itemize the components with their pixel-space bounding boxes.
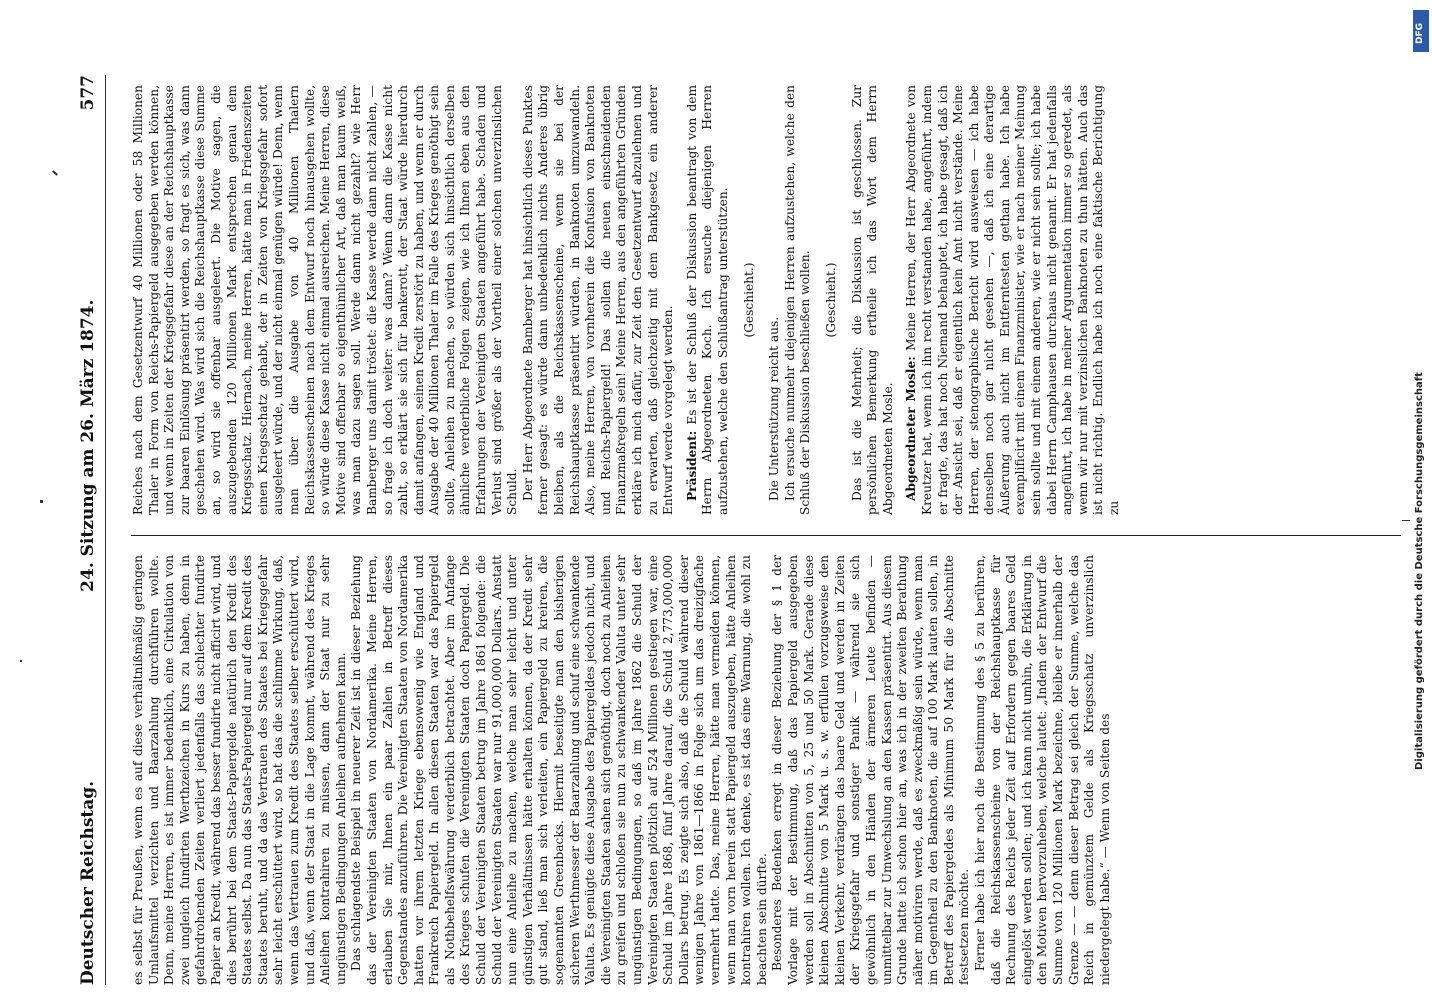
speech-text: Meine Herren, der Herr Abgeordnete von Kreutzer hat, wenn ich ihn recht verstanden habe, angeführt, indem er fragte, das hat noch Niemand behauptet, ich habe gesagt, daß ich der Ansicht sei, daß er eigentlich kein Amt nicht verstände. Meine Herren, der stenographische Bericht wird ausweisen — ich habe denselben noch gar nicht gesehen —, daß ich eine derartige Äußerung auch nicht im Entferntesten gethan habe. Ich habe exemplificirt mit einem Finanzminister, wie er nach meiner Meinung sein sollte und mit einem anderen, wie er nicht sein sollte; ich habe dabei Herrn Camphausen durchaus nicht genannt. Er hat jedenfalls angeführt, ich habe in meiner Argumentation immer so geredet, als wenn wir nur mit verzinslichen Banknoten zu thun hätten. Auch das ist nicht richtig. Endlich habe ich noch eine faktische Berichtigung zu	[904, 85, 1122, 515]
speaker-name: Präsident:	[684, 430, 699, 501]
president-statement	[685, 85, 732, 515]
scan-speck	[52, 170, 58, 175]
paragraph: Das schlagendste Beispiel in neuerer Zeit ist in dieser Beziehung das der Vereinigten Staaten von Nordamerika. Meine Herren, erlauben Sie mir, Ihnen ein paar Zahlen in Betreff dieses Gegenstandes anzuführen. Die Vereinigten Staaten von Nordamerika hatten vor ihrem letzten Kriege ebensowenig wie England und Frankreich Papiergeld. In allen diesen Staaten war das Papiergeld als Nothbehelfswährung verderblich betrachtet. Aber im Anfange des Krieges schufen die Vereinigten Staaten doch Papiergeld. Die Schuld der Vereinigten Staaten betrug im Jahre 1861 folgende: die Schuld der Vereinigten Staaten war nur 91,000,000 Dollars. Anstatt nun eine Anleihe zu machen, welche man sehr leicht und unter günstigen Verhältnissen hätte erhalten können, da der Kredit sehr gut stand, ließ man sich verleiten, ein Papiergeld zu kreiren, die sogenannten Greenbacks. Hiermit beseitigte man den bisherigen sicheren Werthmesser der Baarzahlung und schuf eine schwankende Valuta. Es genügte diese Ausgabe des Papiergeldes jedoch nicht, und die Vereinigten Staaten sahen sich genöthigt, doch noch zu Anleihen zu greifen und schloßen sie nun zu schwankender Valuta unter sehr ungünstigen Bedingungen, so daß im Jahre 1862 die Schuld der Vereinigten Staaten plötzlich auf 524 Millionen gestiegen war, eine Schuld im Jahre 1868, fünf Jahre darauf, die Schuld 2,773,000,000 Dollars betrug. Es zeigte sich also, daß die Schuld während dieser wenigen Jahre von 1861—1866 in Folge sich um das dreizigfache vermehrt hatte. Das, meine Herren, hätte man vermeiden können, wenn man vorn herein statt Papiergeld auszugeben, hätte Anleihen kontrahiren wollen. Ich denke, es ist das eine Warnung, die wohl zu beachten sein dürfte.	[349, 555, 769, 985]
scan-speck	[1402, 520, 1410, 521]
paragraph: Die Unterstützung reicht aus.	[767, 316, 782, 501]
speaker-name: Abgeordneter Mosle:	[904, 356, 919, 501]
speech-text: Es ist der Schluß der Diskussion beantragt von dem Herrn Abgeordneten Koch. Ich ersuche diejenigen Herren aufzustehen, welche den Schlußantrag unterstützen.	[684, 85, 730, 515]
left-column	[131, 555, 1401, 985]
digitization-note	[1414, 250, 1428, 770]
rotated-page-content	[75, 75, 1405, 985]
right-column	[131, 85, 1401, 515]
header-publication: Deutscher Reichstag.	[78, 780, 98, 985]
header-rule	[105, 75, 106, 985]
paragraph: Besonderes Bedenken erregt in dieser Beziehung der § 1 der Vorlage mit der Bestimmung, daß das Papiergeld ausgegeben werden soll in Abschnitten von 5, 25 und 50 Mark. Gerade diese kleinen Abschnitte von 5 Mark u. s. w. erfüllen vorzugsweise den kleinen Verkehr, verdrängen das baare Geld und werden in Zeiten der Kriegsgefahr und sonstiger Panik — während sie sich gewöhnlich in den Händen der ärmeren Leute befinden — unmittelbar zur Umwechslung an den Kassen präsentirt. Aus diesem Grunde hatte ich schon hier an, was ich in der zweiten Berathung näher motiviren werde, daß es zweckmäßig sein würde, wenn man im Gegentheil zu den Banknoten, die auf 100 Mark lauten sollen, in Betreff des Papiergeldes als Minimum 50 Mark für die Abschnitte festsetzen möchte.	[770, 555, 972, 985]
stage-direction: (Geschieht.)	[823, 262, 838, 338]
mosle-statement	[904, 85, 1122, 515]
header-session: 24. Sitzung am 26. März 1874.	[78, 299, 98, 592]
paragraph: Ich ersuche nunmehr diejenigen Herren aufzustehen, welche den Schluß der Diskussion beschließen wollen.	[782, 85, 813, 515]
paragraph: Reiches nach dem Gesetzentwurf 40 Millionen oder 58 Millionen Thaler in Form von Reichs-Papiergeld ausgegeben werden können, und wenn in Zeiten der Kriegsgefahr diese an der Reichshauptkasse zur baaren Einlösung präsentirt werden, so fragt es sich, was dann geschehen wird. Was wird sich die Reichshauptkasse diese Summe an, so wird sie offenbar ausgeleert. Die Motive sagen, die auszugebenden 120 Millionen Mark entsprechen genau dem Kriegsschatz. Hiernach, meine Herren, hätte man in Friedenszeiten einen Kriegsschatz gehabt, der in Zeiten von Kriegsgefahr sofort ausgeleert würde, und der nicht einmal genügen würde! Denn, wenn man über die Ausgabe von 40 Millionen Thalern Reichskassenscheinen nach dem Entwurf noch hinausgehen wollte, so würde diese Kasse nicht einmal ausreichen. Meine Herren, diese Motive sind offenbar so eigenthümlicher Art, daß man kaum weiß, was man dazu sagen soll. Werde dann nicht gezahlt? wie Herr Bamberger uns damit tröstet: die Kasse werde dann nicht zahlen, — so frage ich doch weiter: was dann? Wenn dann die Kasse nicht zahlt, so erklärt sie sich für bankerott, der Staat würde hierdurch damit anfangen, seinen Kredit zerstört zu haben, und wenn er durch Ausgabe der 40 Millionen Thaler im Falle des Krieges genöthigt sein sollte, Anleihen zu machen, so würden sich hinsichtlich derselben ähnliche verderbliche Folgen zeigen, wie ich Ihnen eben aus den Erfahrungen der Vereinigten Staaten angeführt habe. Schaden und Verlust sind größer als der Vortheil einer solchen unverzinslichen Schuld.	[131, 85, 520, 515]
dfg-logo-text: DFG	[1415, 22, 1425, 44]
paragraph: Das ist die Mehrheit; die Diskussion ist geschlossen. Zur persönlichen Bemerkung ertheile ich das Wort dem Herrn Abgeordneten Mosle.	[849, 85, 895, 515]
scan-speck	[20, 660, 22, 662]
page-number: 577	[78, 75, 98, 111]
paragraph: Der Herr Abgeordnete Bamberger hat hinsichtlich dieses Punktes ferner gesagt: es würde dann unbedenklich nichts Anderes übrig bleiben, als die Reichskassenscheine, wenn sie bei der Reichshauptkasse präsentirt würden, in Banknoten umzuwandeln. Also, meine Herren, von vornherein die Konfusion von Banknoten und Reichs-Papiergeld! Das sollen die neuen einschneidenden Finanzmaßregeln sein! Meine Herren, aus den angeführten Gründen erkläre ich mich dafür, zur Zeit den Gesetzentwurf abzulehnen und zu erwarten, daß gleichzeitig mit dem Bankgesetz ein anderer Entwurf werde vorgelegt werden.	[520, 85, 676, 515]
text-columns	[131, 75, 1401, 985]
stage-direction: (Geschieht.)	[741, 262, 756, 338]
digitization-note-text: Digitalisierung gefördert durch die Deutsche Forschungsgemeinschaft	[1414, 372, 1425, 770]
column-divider	[131, 535, 1401, 536]
scan-speck	[40, 500, 43, 503]
paragraph: Ferner habe ich hier noch die Bestimmung des § 5 zu berühren, daß die Reichskassenscheine von der Reichshauptkasse für Rechnung des Reichs jeder Zeit auf Erfordern gegen baares Geld eingelöst werden sollen; und ich kann nicht umhin, die Erklärung in den Motiven hervorzuheben, welche lautet: „Indem der Entwurf die Summe von 120 Millionen Mark bezeichne, bleibe er innerhalb der Grenze — — denn dieser Betrag sei gleich der Summe, welche das Reich in gemünztem Gelde als Kriegsschatz unverzinslich niedergelegt habe.“ — Wenn von Seiten des	[973, 555, 1112, 985]
page-header	[75, 75, 101, 985]
paragraph: es selbst für Preußen, wenn es auf diese verhältnißmäßig geringen Umlaufsmittel verzichten und Baarzahlung durchführen wollte. Denn, meine Herren, es ist immer bedenklich, eine Cirkulation von zwei ungleich fundirten Werthzeichen in Kurs zu haben, denn in gefahrdrohenden Zeiten verliert jedenfalls das schlechter fundirte Papier an Kredit, während das besser fundirte nicht afficirt wird, und dies berührt bei dem Staats-Papiergelde natürlich den Kredit des Staates selbst. Da nun das Staats-Papiergeld nur auf dem Kredit des Staates beruht, und da das Vertrauen des Staates bei Kriegsgefahr sehr leicht erschüttert wird, so hat das die schlimme Wirkung, daß, wenn das Vertrauen zum Kredit des Staates selber erschüttert wird, und daß, wenn der Staat in die Lage kommt, während des Krieges Anleihen kontrahiren zu müssen, dann der Staat nur zu sehr ungünstigen Bedingungen Anleihen aufnehmen kann.	[131, 555, 348, 985]
dfg-logo	[1413, 10, 1429, 52]
